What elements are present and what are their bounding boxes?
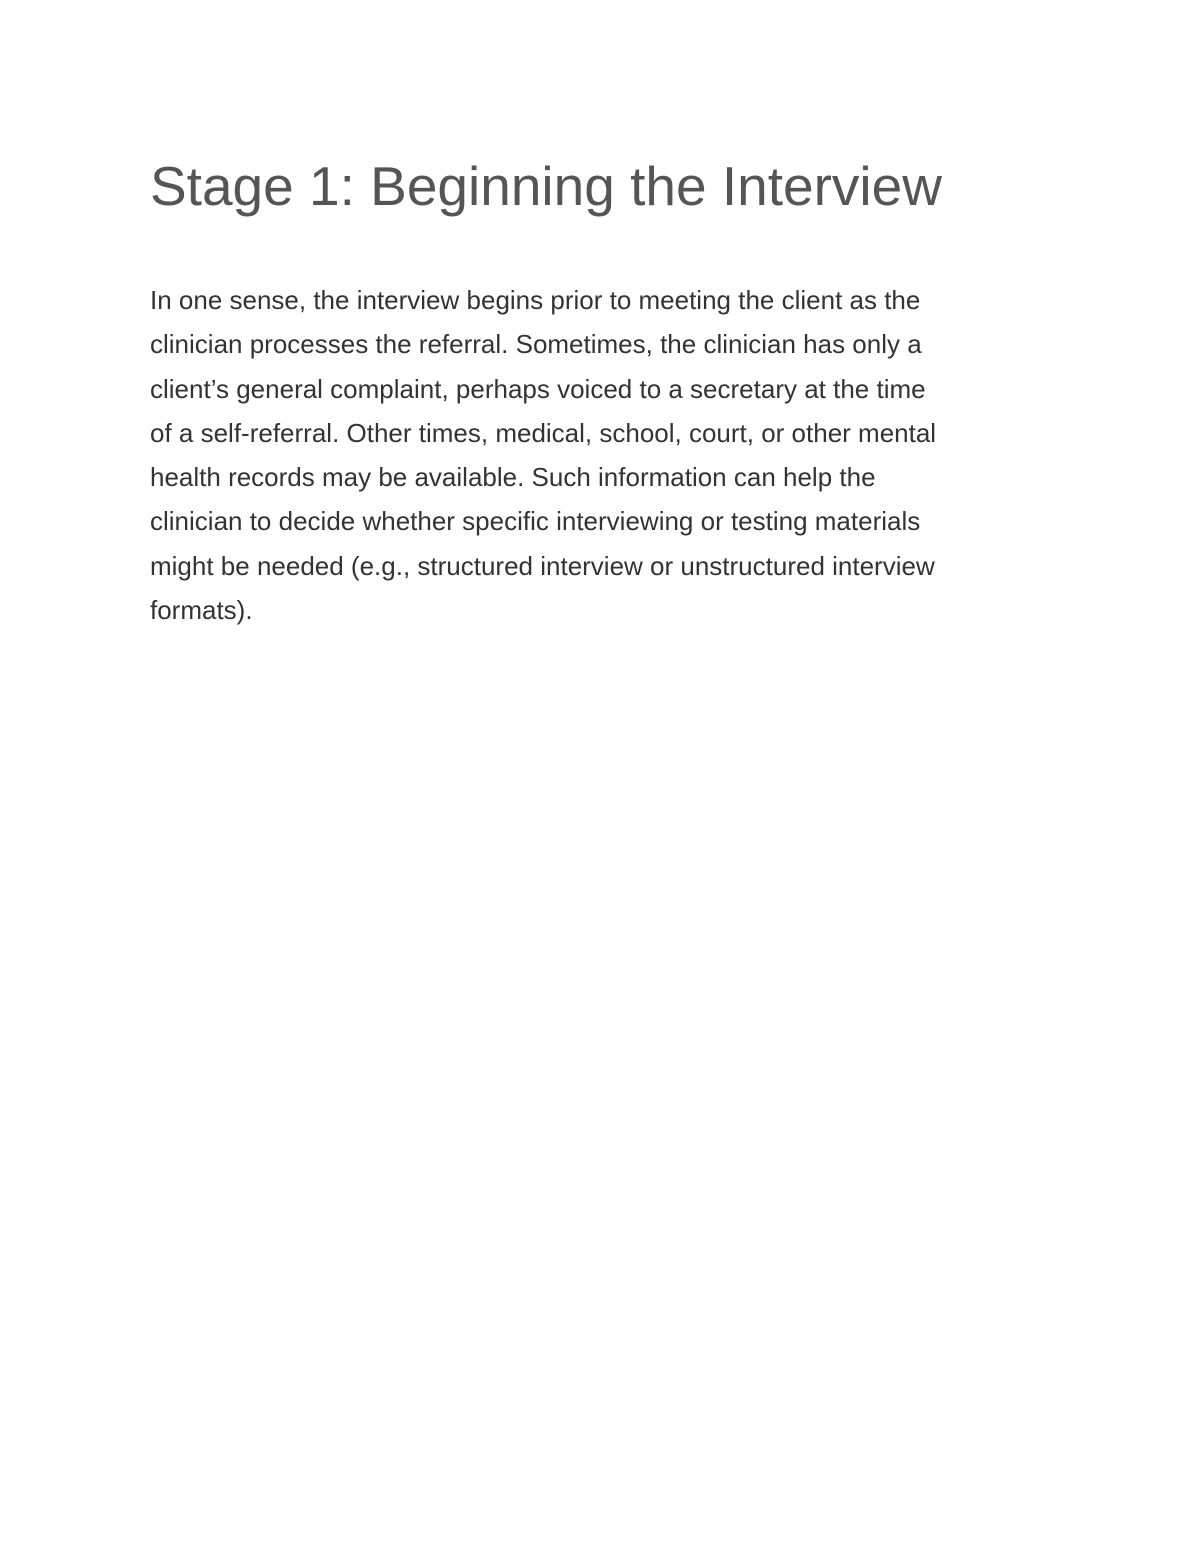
paragraph-line: clinician to decide whether specific interviewing or testing materials xyxy=(150,506,921,537)
paragraph-line: In one sense, the interview begins prior to meeting the client as the xyxy=(150,285,921,315)
paragraph-line: formats). xyxy=(150,595,253,626)
paragraph-line: health records may be available. Such information can help the xyxy=(150,462,876,493)
paragraph-line: of a self-referral. Other times, medical, school, court, or other mental xyxy=(150,417,937,448)
paragraph-line: client’s general complaint, perhaps voiced to a secretary at the time xyxy=(150,373,926,404)
paragraph-line: clinician processes the referral. Sometimes, the clinician has only a xyxy=(150,329,922,360)
body-paragraph xyxy=(150,278,1050,632)
paragraph-line: might be needed (e.g., structured interview or unstructured interview xyxy=(150,550,935,581)
page-title: Stage 1: Beginning the Interview xyxy=(150,155,942,217)
